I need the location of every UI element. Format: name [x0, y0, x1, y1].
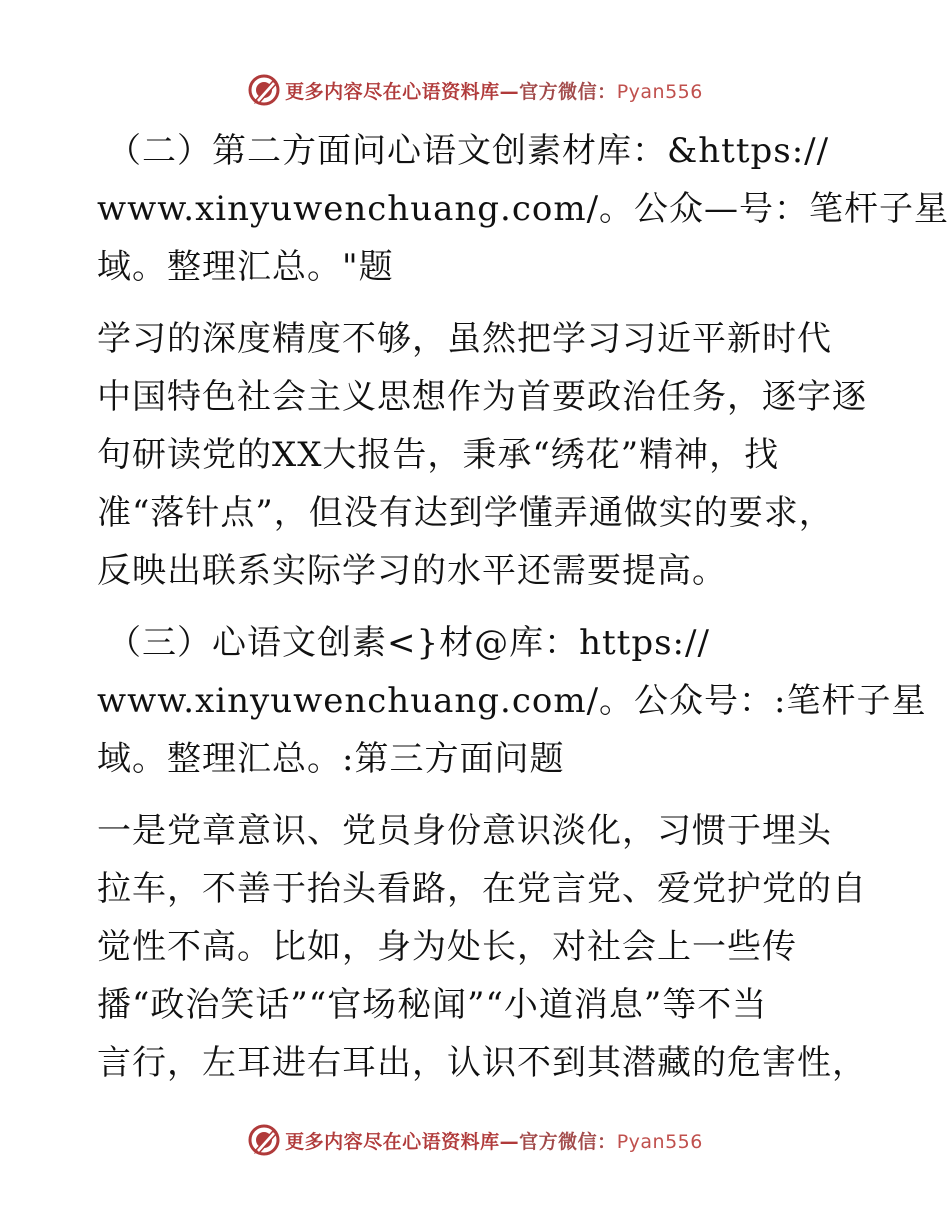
text-line: 域。整理汇总。"题 [97, 247, 394, 287]
pen-logo-icon [247, 73, 281, 107]
footer-banner-dash: — [499, 1130, 520, 1153]
text-line: 域。整理汇总。:第三方面问题 [97, 739, 565, 779]
text-line: 中国特色社会主义思想作为首要政治任务，逐字逐 [97, 377, 867, 417]
header-banner-text [285, 77, 703, 104]
text-line: 学习的深度精度不够，虽然把学习习近平新时代 [97, 319, 832, 359]
footer-banner-text [285, 1127, 703, 1154]
footer-banner-id: Pyan556 [616, 1130, 703, 1153]
text-line: 句研读党的XX大报告，秉承“绣花”精神，找 [97, 435, 780, 475]
document-body [97, 122, 950, 1106]
text-line: www.xinyuwenchuang.com/。公众—号：笔杆子星 [97, 189, 950, 229]
header-banner [0, 70, 950, 110]
footer-banner-wechat: 官方微信： [519, 1130, 617, 1153]
pen-logo-icon [247, 1123, 281, 1157]
text-line: 觉性不高。比如，身为处长，对社会上一些传 [97, 927, 797, 967]
paragraph-3 [97, 614, 927, 788]
text-line: 拉车，不善于抬头看路，在党言党、爱党护党的自 [97, 869, 867, 909]
text-line: 反映出联系实际学习的水平还需要提高。 [97, 551, 727, 591]
text-line: （三）心语文创素<}材@库：https:// [107, 623, 710, 663]
header-banner-dash: — [499, 80, 520, 103]
text-line: 播“政治笑话”“官场秘闻”“小道消息”等不当 [97, 985, 768, 1025]
paragraph-1 [97, 122, 950, 296]
paragraph-4 [97, 802, 867, 1092]
text-line: 言行，左耳进右耳出，认识不到其潜藏的危害性， [97, 1043, 867, 1083]
header-banner-main: 更多内容尽在心语资料库 [285, 80, 500, 103]
text-line: www.xinyuwenchuang.com/。公众号：:笔杆子星 [97, 681, 927, 721]
paragraph-2 [97, 310, 867, 600]
text-line: 一是党章意识、党员身份意识淡化，习惯于埋头 [97, 811, 832, 851]
text-line: （二）第二方面问心语文创素材库：&https:// [107, 131, 830, 171]
footer-banner [0, 1120, 950, 1160]
header-banner-wechat: 官方微信： [519, 80, 617, 103]
header-banner-id: Pyan556 [616, 80, 703, 103]
footer-banner-main: 更多内容尽在心语资料库 [285, 1130, 500, 1153]
text-line: 准“落针点”，但没有达到学懂弄通做实的要求， [97, 493, 834, 533]
